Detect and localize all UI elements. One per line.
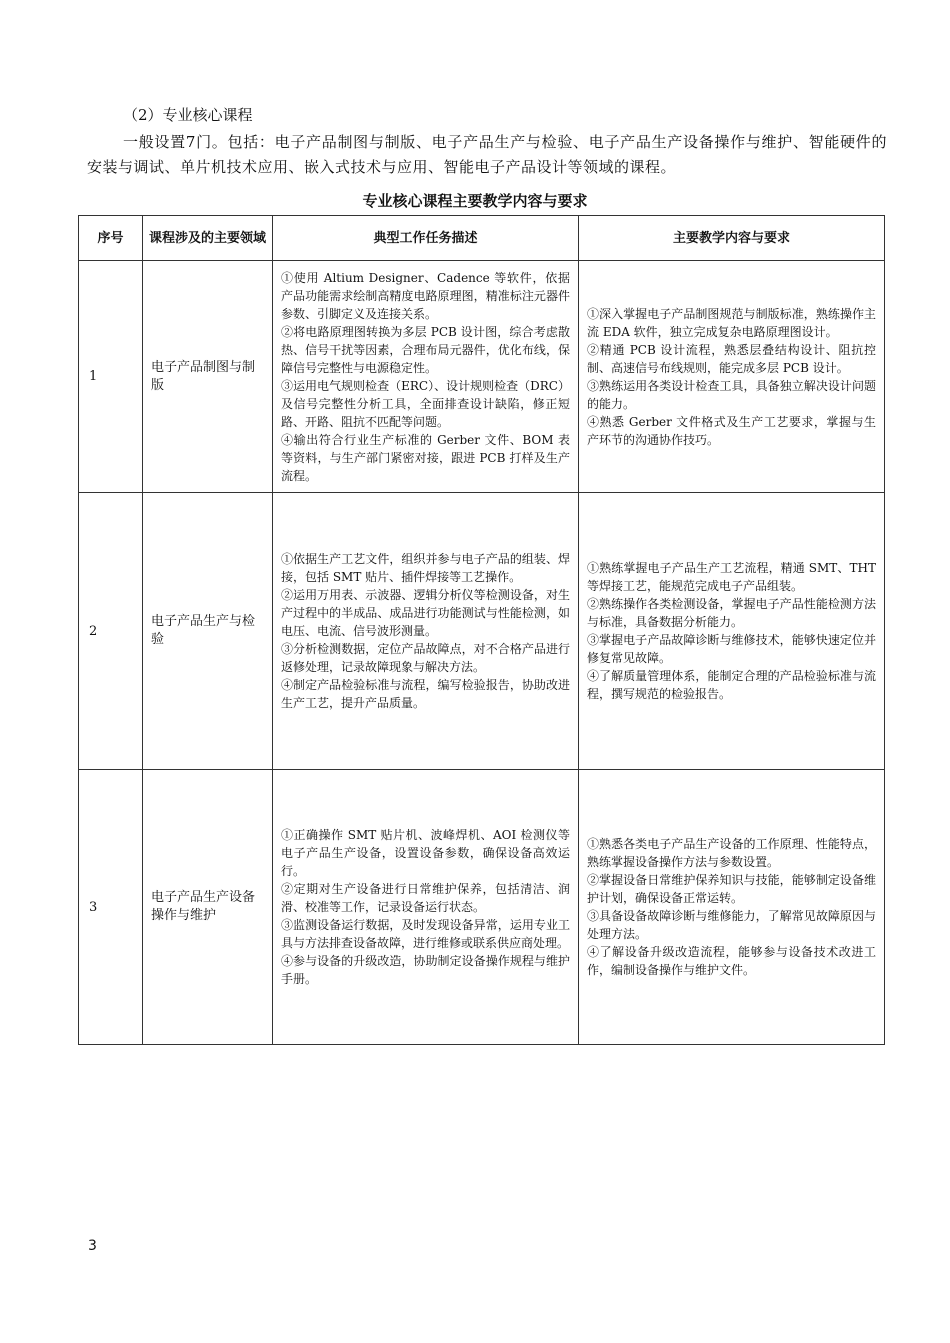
requirement-item: ④了解质量管理体系，能制定合理的产品检验标准与流程，撰写规范的检验报告。	[587, 669, 876, 701]
task-item: ④输出符合行业生产标准的 Gerber 文件、BOM 表等资料，与生产部门紧密对接，跟进 PCB 打样及生产流程。	[281, 432, 570, 483]
row-tasks	[273, 770, 579, 1045]
row-area: 电子产品制图与制版	[143, 261, 273, 493]
row-seq: 1	[79, 261, 143, 493]
task-item: ①正确操作 SMT 贴片机、波峰焊机、AOI 检测仪等电子产品生产设备，设置设备参数，确保设备高效运行。	[281, 828, 570, 878]
requirement-item: ①熟练掌握电子产品生产工艺流程，精通 SMT、THT 等焊接工艺，能规范完成电子产品组装。	[587, 561, 876, 593]
core-course-table	[78, 215, 885, 1045]
task-item: ①使用 Altium Designer、Cadence 等软件，依据产品功能需求绘制高精度电路原理图，精准标注元器件参数、引脚定义及连接关系。	[281, 270, 570, 321]
task-item: ③监测设备运行数据，及时发现设备异常，运用专业工具与方法排查设备故障，进行维修或联系供应商处理。	[281, 918, 570, 950]
row-requirements	[579, 261, 885, 493]
task-item: ③分析检测数据，定位产品故障点，对不合格产品进行返修处理，记录故障现象与解决方法。	[281, 642, 570, 674]
task-item: ②运用万用表、示波器、逻辑分析仪等检测设备，对生产过程中的半成品、成品进行功能测试与性能检测，如电压、电流、信号波形测量。	[281, 588, 570, 638]
section-heading: （2）专业核心课程	[123, 106, 253, 124]
requirement-item: ①熟悉各类电子产品生产设备的工作原理、性能特点，熟练掌握设备操作方法与参数设置。	[587, 837, 876, 869]
header-requirements: 主要教学内容与要求	[579, 216, 885, 261]
requirement-item: ②熟练操作各类检测设备，掌握电子产品性能检测方法与标准，具备数据分析能力。	[587, 597, 876, 629]
table-title: 专业核心课程主要教学内容与要求	[362, 192, 588, 210]
requirement-item: ③具备设备故障诊断与维修能力，了解常见故障原因与处理方法。	[587, 909, 876, 941]
task-item: ①依据生产工艺文件，组织并参与电子产品的组装、焊接，包括 SMT 贴片、插件焊接等工艺操作。	[281, 552, 570, 584]
task-item: ②定期对生产设备进行日常维护保养，包括清洁、润滑、校准等工作，记录设备运行状态。	[281, 882, 570, 914]
header-tasks: 典型工作任务描述	[273, 216, 579, 261]
row-tasks	[273, 261, 579, 493]
table-row	[79, 261, 885, 493]
requirement-item: ①深入掌握电子产品制图规范与制版标准，熟练操作主流 EDA 软件，独立完成复杂电路原理图设计。	[587, 306, 876, 339]
requirement-item: ②精通 PCB 设计流程，熟悉层叠结构设计、阻抗控制、高速信号布线规则，能完成多层 PCB 设计。	[587, 342, 876, 375]
row-area: 电子产品生产设备操作与维护	[143, 770, 273, 1045]
requirement-item: ③熟练运用各类设计检查工具，具备独立解决设计问题的能力。	[587, 378, 876, 411]
row-requirements	[579, 493, 885, 770]
requirement-item: ②掌握设备日常维护保养知识与技能，能够制定设备维护计划，确保设备正常运转。	[587, 873, 876, 905]
requirement-item: ④了解设备升级改造流程，能够参与设备技术改进工作，编制设备操作与维护文件。	[587, 945, 876, 977]
row-tasks	[273, 493, 579, 770]
row-seq: 2	[79, 493, 143, 770]
table-row	[79, 493, 885, 770]
task-item: ②将电路原理图转换为多层 PCB 设计图，综合考虑散热、信号干扰等因素，合理布局元器件，优化布线，保障信号完整性与电源稳定性。	[281, 324, 570, 375]
task-item: ③运用电气规则检查（ERC）、设计规则检查（DRC）及信号完整性分析工具，全面排查设计缺陷，修正短路、开路、阻抗不匹配等问题。	[281, 378, 570, 429]
intro-paragraph: 一般设置7门。包括：电子产品制图与制版、电子产品生产与检验、电子产品生产设备操作与维护、智能硬件的安装与调试、单片机技术应用、嵌入式技术与应用、智能电子产品设计等领域的课程。	[87, 133, 887, 176]
table-row	[79, 770, 885, 1045]
header-area: 课程涉及的主要领域	[143, 216, 273, 261]
requirement-item: ④熟悉 Gerber 文件格式及生产工艺要求，掌握与生产环节的沟通协作技巧。	[587, 414, 876, 447]
task-item: ④制定产品检验标准与流程，编写检验报告，协助改进生产工艺，提升产品质量。	[281, 678, 570, 710]
table-header-row	[79, 216, 885, 261]
header-seq: 序号	[79, 216, 143, 261]
requirement-item: ③掌握电子产品故障诊断与维修技术，能够快速定位并修复常见故障。	[587, 633, 876, 665]
row-requirements	[579, 770, 885, 1045]
page-number: 3	[88, 1238, 97, 1254]
row-area: 电子产品生产与检验	[143, 493, 273, 770]
task-item: ④参与设备的升级改造，协助制定设备操作规程与维护手册。	[281, 954, 570, 986]
row-seq: 3	[79, 770, 143, 1045]
